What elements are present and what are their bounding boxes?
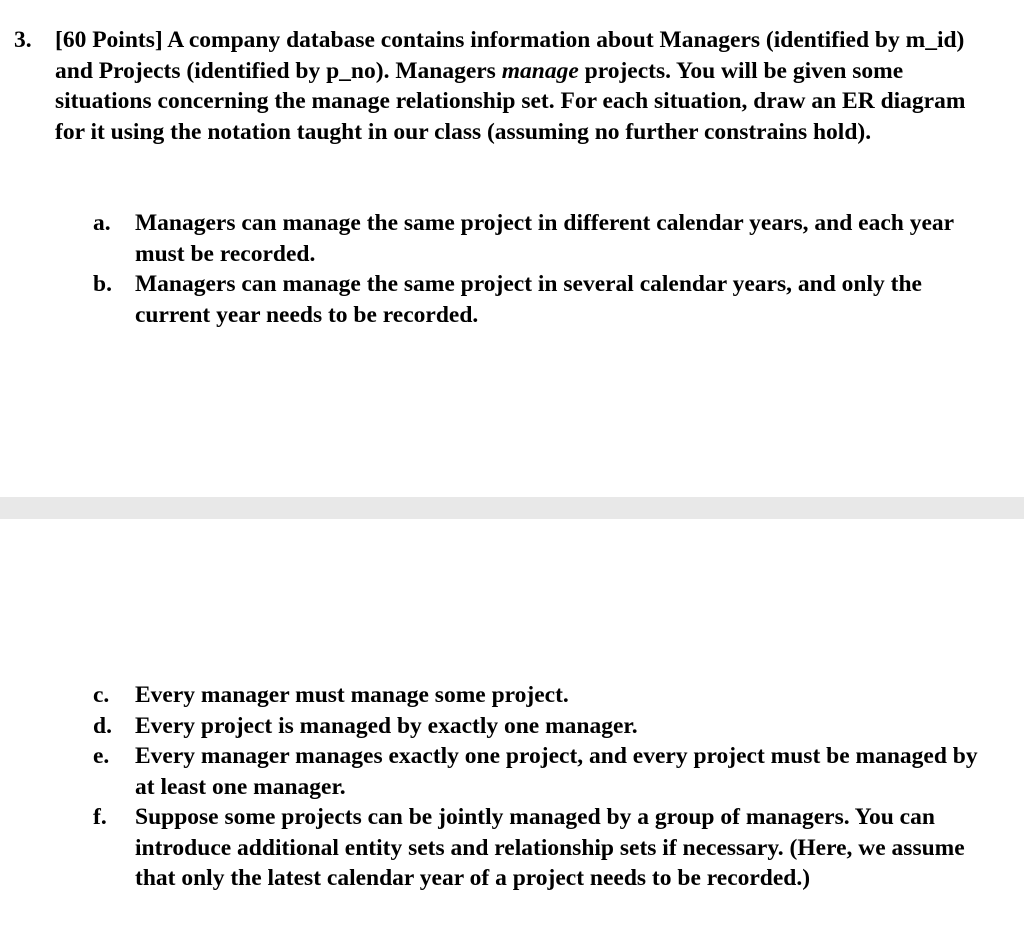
situation-e [93, 741, 993, 802]
situation-marker: a. [93, 210, 111, 236]
question-3 [14, 25, 1004, 147]
situation-text: Every manager manages exactly one project, and every project must be managed by at least one manager. [135, 743, 978, 800]
situation-text: Managers can manage the same project in several calendar years, and only the current year needs to be recorded. [135, 271, 922, 328]
situation-marker: d. [93, 712, 112, 739]
situation-marker: c. [93, 682, 110, 708]
situation-marker: e. [93, 743, 110, 769]
situation-text: Managers can manage the same project in different calendar years, and each year must be recorded. [135, 210, 954, 267]
situation-text: Every manager must manage some project. [135, 682, 569, 708]
situation-a [93, 208, 993, 269]
situation-marker: b. [93, 271, 112, 297]
situation-marker: f. [93, 804, 107, 830]
situation-text: Every project is managed by exactly one manager. [135, 712, 638, 739]
situation-list-page-1 [93, 208, 993, 330]
question-italic-word: manage [501, 57, 579, 84]
situation-list-page-2 [93, 680, 993, 894]
question-text-part-2: projects. You will be given some situations concerning the manage relationship set. For each situation, draw an ER diagram for it using the notation taught in our class (assuming no further constrains hold). [55, 57, 966, 145]
situation-text: Suppose some projects can be jointly managed by a group of managers. You can introduce additional entity sets and relationship sets if necessary. (Here, we assume that only the latest calendar year of a project needs to be recorded.) [135, 804, 965, 891]
question-text [55, 25, 975, 147]
question-number: 3. [14, 27, 32, 53]
question-text-part-1: [60 Points] A company database contains information about Managers (identified by m_id) and Projects (identified by p_no). Managers [55, 27, 965, 84]
situation-b [93, 269, 993, 330]
page-separator [0, 497, 1024, 519]
situation-f [93, 802, 993, 894]
situation-d [93, 711, 993, 742]
situation-c [93, 680, 993, 711]
